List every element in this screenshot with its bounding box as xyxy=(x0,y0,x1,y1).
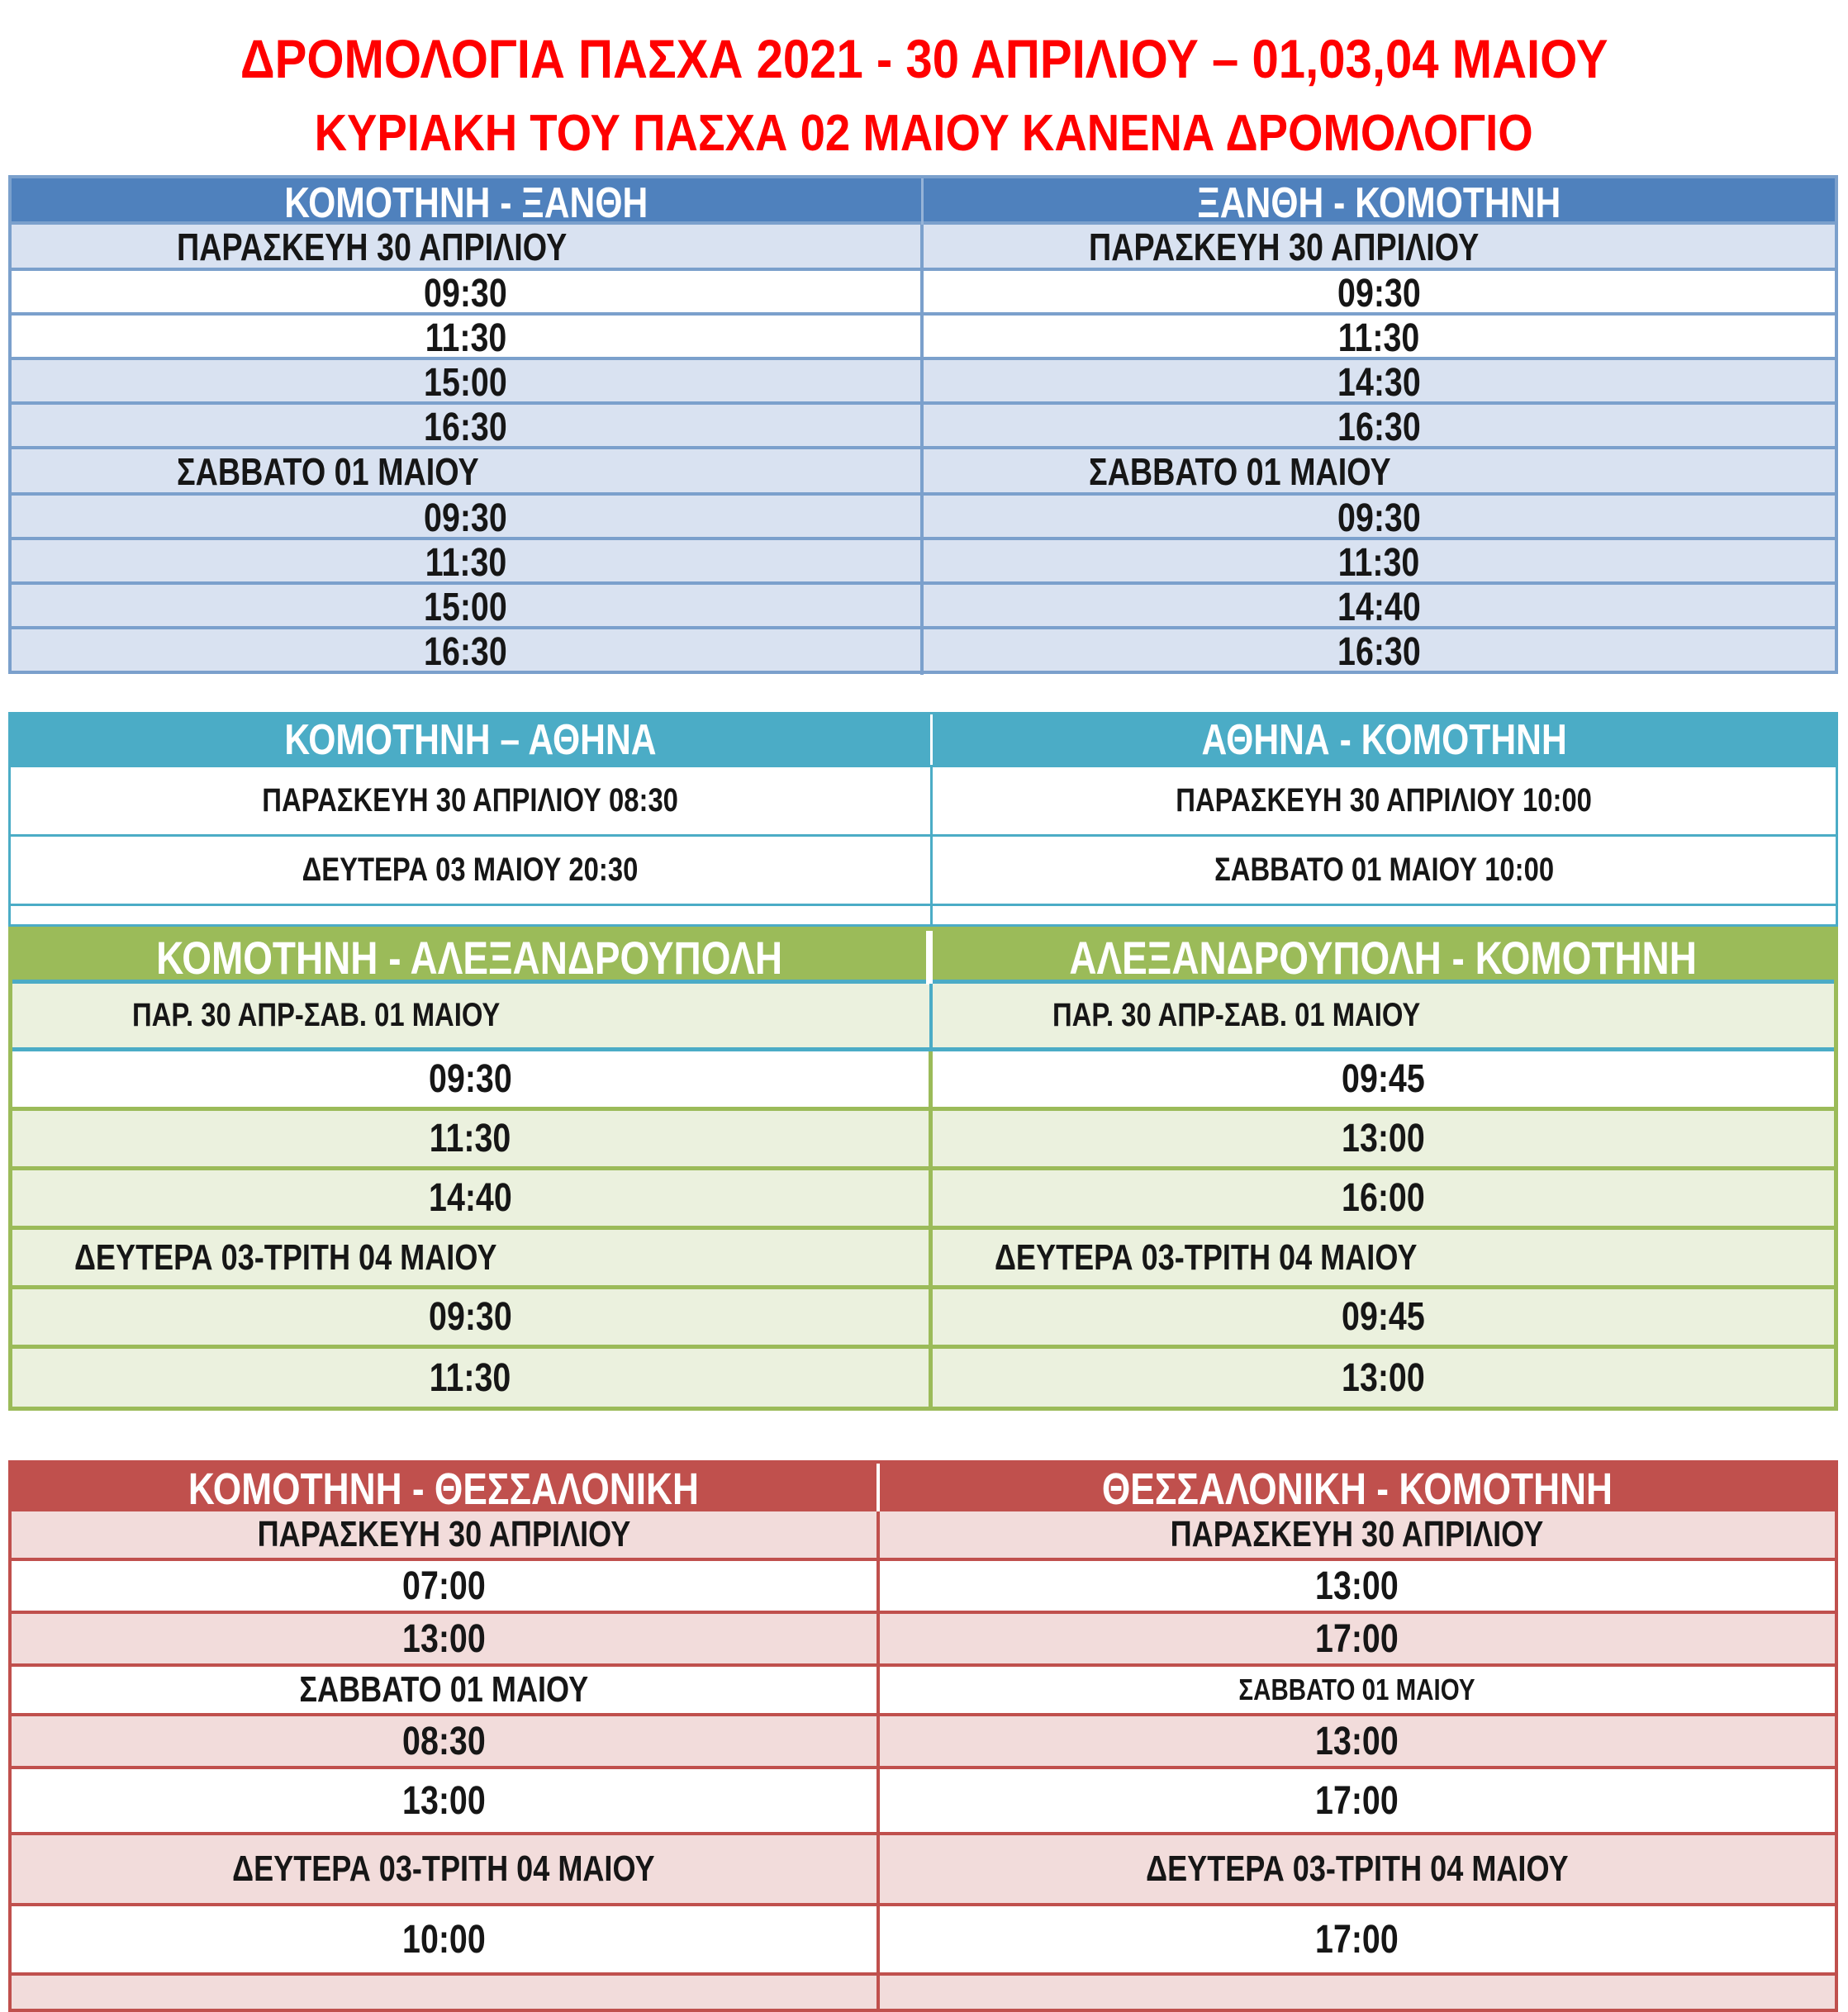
table-header-row xyxy=(11,714,1836,767)
time-row xyxy=(12,1769,1835,1835)
time-row xyxy=(12,629,1835,674)
day-cell: ΠΑΡΑΣΚΕΥΗ 30 ΑΠΡΙΛΙΟΥ xyxy=(1088,225,1479,268)
time-cell: 11:30 xyxy=(1337,541,1420,585)
day-cell: ΣΑΒΒΑΤΟ 01 ΜΑΙΟΥ xyxy=(1088,450,1391,493)
spacer-cell xyxy=(880,1976,1835,2009)
day-time-row xyxy=(11,837,1836,906)
time-cell: 09:30 xyxy=(12,496,924,541)
time-row xyxy=(12,1716,1835,1769)
day-cell: ΣΑΒΒΑΤΟ 01 ΜΑΙΟΥ xyxy=(1238,1673,1475,1706)
time-cell: 09:30 xyxy=(12,1289,933,1345)
day-cell: ΠΑΡΑΣΚΕΥΗ 30 ΑΠΡΙΛΙΟΥ xyxy=(12,1511,880,1558)
time-cell: 16:30 xyxy=(1337,406,1421,449)
route-header-text: ΞΑΝΘΗ - ΚΟΜΟΤΗΝΗ xyxy=(1197,179,1561,227)
time-cell: 11:30 xyxy=(12,1111,933,1166)
spacer-cell xyxy=(933,906,1836,924)
time-cell: 11:30 xyxy=(12,1349,933,1407)
time-row xyxy=(12,271,1835,316)
time-row xyxy=(12,316,1835,360)
time-cell: 14:40 xyxy=(1337,586,1421,629)
time-row xyxy=(12,1906,1835,1976)
spacer-cell xyxy=(12,1976,880,2009)
time-cell: 17:00 xyxy=(1315,1778,1399,1823)
day-cell: ΣΑΒΒΑΤΟ 01 ΜΑΙΟΥ xyxy=(12,449,924,494)
day-cell: ΠΑΡΑΣΚΕΥΗ 30 ΑΠΡΙΛΙΟΥ xyxy=(1170,1514,1544,1554)
time-row xyxy=(12,1170,1834,1230)
table-komotini-alexandroupoli xyxy=(8,927,1838,1411)
route-header-text: ΑΛΕΞΑΝΔΡΟΥΠΟΛΗ - ΚΟΜΟΤΗΝΗ xyxy=(1069,932,1698,984)
route-header-cell-left xyxy=(12,178,924,228)
day-row xyxy=(12,1835,1835,1906)
time-cell: 13:00 xyxy=(1341,1117,1425,1160)
day-cell: ΠΑΡ. 30 ΑΠΡ-ΣΑΒ. 01 ΜΑΙΟΥ xyxy=(1052,997,1420,1033)
time-row xyxy=(12,360,1835,405)
time-cell: 17:00 xyxy=(1315,1917,1399,1962)
day-time-cell: ΠΑΡΑΣΚΕΥΗ 30 ΑΠΡΙΛΙΟΥ 08:30 xyxy=(11,767,933,834)
route-header-cell-right xyxy=(933,714,1836,765)
time-cell: 16:30 xyxy=(12,405,924,450)
time-row xyxy=(12,1051,1834,1111)
route-header-cell-left xyxy=(12,1464,880,1515)
time-cell: 09:30 xyxy=(1337,496,1421,540)
time-cell: 16:30 xyxy=(12,629,924,675)
time-row xyxy=(12,585,1835,629)
time-row xyxy=(12,496,1835,540)
day-row xyxy=(12,1511,1835,1561)
route-header-cell-left xyxy=(11,714,933,765)
route-header-cell-right xyxy=(933,931,1834,985)
day-cell: ΔΕΥΤΕΡΑ 03-ΤΡΙΤΗ 04 ΜΑΙΟΥ xyxy=(1146,1848,1569,1889)
route-header-text: ΑΘΗΝΑ - ΚΟΜΟΤΗΝΗ xyxy=(1201,715,1567,764)
time-cell: 16:00 xyxy=(1341,1176,1425,1220)
day-time-cell: ΔΕΥΤΕΡΑ 03 ΜΑΙΟΥ 20:30 xyxy=(11,837,933,904)
route-header-text: ΚΟΜΟΤΗΝΗ - ΞΑΝΘΗ xyxy=(284,179,648,227)
time-cell: 13:00 xyxy=(1315,1564,1399,1608)
day-cell: ΔΕΥΤΕΡΑ 03-ΤΡΙΤΗ 04 ΜΑΙΟΥ xyxy=(994,1236,1417,1278)
time-row xyxy=(12,540,1835,585)
time-cell: 13:00 xyxy=(12,1769,880,1832)
day-cell: ΠΑΡ. 30 ΑΠΡ-ΣΑΒ. 01 ΜΑΙΟΥ xyxy=(12,984,933,1047)
page-title-line-2: ΚΥΡΙΑΚΗ ΤΟΥ ΠΑΣΧΑ 02 ΜΑΙΟΥ ΚΑΝΕΝΑ ΔΡΟΜΟΛΟΓΙΟ xyxy=(314,105,1534,162)
day-row xyxy=(12,984,1834,1051)
time-cell: 14:30 xyxy=(1337,361,1421,405)
table-header-row xyxy=(12,1464,1835,1514)
route-header-text: ΘΕΣΣΑΛΟΝΙΚΗ - ΚΟΜΟΤΗΝΗ xyxy=(1101,1464,1613,1514)
page-title xyxy=(0,20,1848,170)
time-cell: 08:30 xyxy=(12,1716,880,1766)
route-header-cell-right xyxy=(924,178,1836,228)
time-row xyxy=(12,1614,1835,1667)
day-row xyxy=(12,1230,1834,1289)
time-cell: 13:00 xyxy=(1315,1719,1399,1763)
time-cell: 11:30 xyxy=(12,316,924,361)
table-komotini-athina xyxy=(8,712,1838,927)
time-cell: 15:00 xyxy=(12,585,924,630)
time-cell: 10:00 xyxy=(12,1906,880,1972)
day-time-cell: ΣΑΒΒΑΤΟ 01 ΜΑΙΟΥ 10:00 xyxy=(1214,852,1554,888)
page-title-line-1: ΔΡΟΜΟΛΟΓΙΑ ΠΑΣΧΑ 2021 - 30 ΑΠΡΙΛΙΟΥ – 01,03,04 ΜΑΙΟΥ xyxy=(240,28,1608,89)
table-komotini-xanthi xyxy=(8,175,1838,674)
day-cell: ΠΑΡΑΣΚΕΥΗ 30 ΑΠΡΙΛΙΟΥ xyxy=(12,225,924,269)
table-header-row xyxy=(12,931,1834,984)
route-header-text: ΚΟΜΟΤΗΝΗ – ΑΘΗΝΑ xyxy=(284,715,657,764)
time-cell: 13:00 xyxy=(12,1614,880,1663)
route-header-cell-left xyxy=(12,931,933,985)
time-cell: 11:30 xyxy=(1337,316,1420,360)
time-cell: 09:45 xyxy=(1341,1057,1425,1101)
day-cell: ΔΕΥΤΕΡΑ 03-ΤΡΙΤΗ 04 ΜΑΙΟΥ xyxy=(12,1835,880,1903)
route-header-text: ΚΟΜΟΤΗΝΗ - ΘΕΣΣΑΛΟΝΙΚΗ xyxy=(188,1464,700,1514)
day-cell: ΔΕΥΤΕΡΑ 03-ΤΡΙΤΗ 04 ΜΑΙΟΥ xyxy=(12,1230,933,1285)
time-row xyxy=(12,1561,1835,1614)
time-cell: 09:30 xyxy=(12,1051,933,1107)
time-cell: 15:00 xyxy=(12,360,924,406)
time-cell: 11:30 xyxy=(12,540,924,586)
day-time-row xyxy=(11,767,1836,837)
time-cell: 16:30 xyxy=(1337,630,1421,674)
spacer-cell xyxy=(11,906,933,924)
day-time-cell: ΠΑΡΑΣΚΕΥΗ 30 ΑΠΡΙΛΙΟΥ 10:00 xyxy=(1176,782,1593,819)
partial-row xyxy=(12,1976,1835,2009)
time-cell: 09:45 xyxy=(1341,1295,1425,1339)
time-row xyxy=(12,1289,1834,1349)
time-cell: 13:00 xyxy=(1341,1355,1425,1400)
day-row xyxy=(12,225,1835,271)
spacer-row xyxy=(11,906,1836,924)
day-cell: ΣΑΒΒΑΤΟ 01 ΜΑΙΟΥ xyxy=(12,1667,880,1713)
table-komotini-thessaloniki xyxy=(8,1460,1838,2012)
time-cell: 14:40 xyxy=(12,1170,933,1226)
time-cell: 17:00 xyxy=(1315,1616,1399,1661)
time-row xyxy=(12,1349,1834,1407)
time-row xyxy=(12,1111,1834,1170)
route-header-text: ΚΟΜΟΤΗΝΗ - ΑΛΕΞΑΝΔΡΟΥΠΟΛΗ xyxy=(155,932,782,984)
table-header-row xyxy=(12,178,1835,225)
time-cell: 09:30 xyxy=(12,271,924,316)
day-row xyxy=(12,1667,1835,1716)
day-row xyxy=(12,449,1835,496)
time-row xyxy=(12,405,1835,449)
time-cell: 09:30 xyxy=(1337,272,1421,316)
time-cell: 07:00 xyxy=(12,1561,880,1611)
route-header-cell-right xyxy=(880,1464,1835,1515)
